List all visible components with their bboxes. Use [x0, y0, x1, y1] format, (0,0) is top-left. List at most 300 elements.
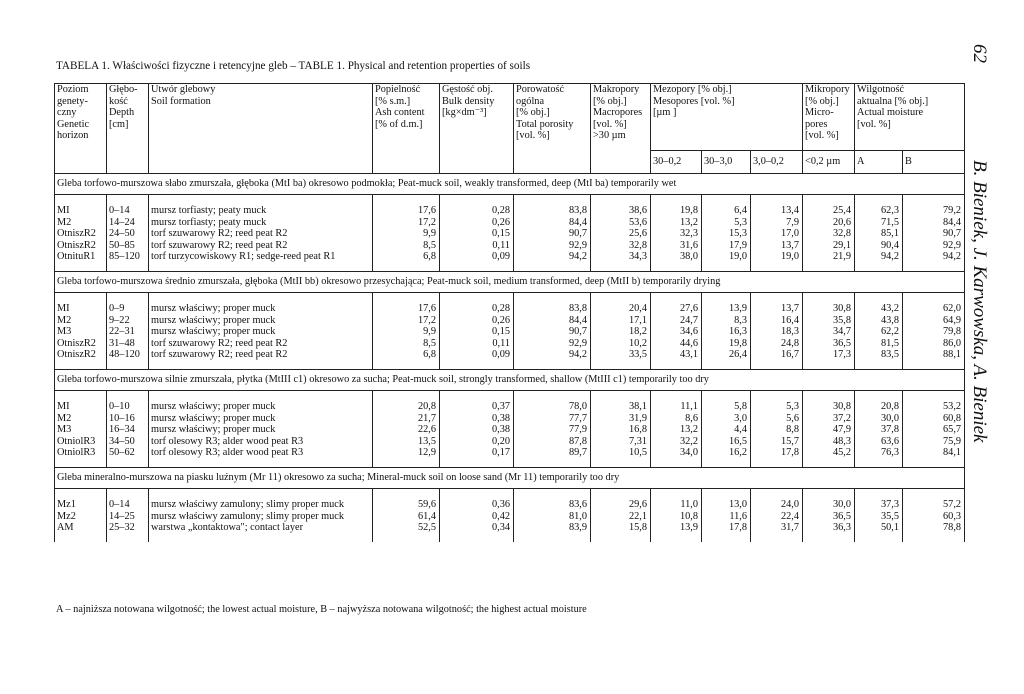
header-macropores	[591, 84, 651, 174]
header-line: Poziom	[57, 84, 89, 95]
header-ash	[373, 84, 440, 174]
header-micropores	[803, 84, 855, 151]
spacer-cell	[440, 195, 514, 206]
header-line: [vol. %]	[593, 118, 627, 130]
table-row	[55, 326, 965, 338]
spacer-cell	[702, 195, 751, 206]
spacer-cell	[514, 488, 591, 499]
table-cell: 8,6	[651, 413, 702, 425]
table-cell: 19,8	[702, 338, 751, 350]
table-cell: 92,9	[903, 240, 965, 252]
table-cell: 50–85	[107, 240, 149, 252]
table-cell: 20,4	[591, 303, 651, 315]
spacer-cell	[107, 361, 149, 370]
header-density	[440, 84, 514, 174]
spacer-cell	[107, 488, 149, 499]
header-line: Mesopores [vol. %]	[653, 95, 735, 107]
table-cell: 86,0	[903, 338, 965, 350]
table-cell: 13,9	[651, 522, 702, 534]
header-porosity	[514, 84, 591, 174]
page-number: 62	[969, 44, 990, 63]
section-title: Gleba torfowo-murszowa silnie zmurszała, płytka (MtIII c1) okresowo za sucha; Peat-muck soil, strongly transformed, shallow (MtIII c1) temporarily too dry	[55, 369, 965, 390]
table-cell: 19,8	[651, 205, 702, 217]
spacer-cell	[751, 390, 803, 401]
spacer-cell	[149, 195, 373, 206]
table-cell: 30,8	[803, 303, 855, 315]
section-title: Gleba torfowo-murszowa średnio zmurszała, głęboka (MtII bb) okresowo przesychająca; Peat-muck soil, medium transformed, deep (MtII b) temporarily drying	[55, 271, 965, 292]
table-cell: 0,09	[440, 251, 514, 263]
table-cell: 17,9	[702, 240, 751, 252]
table-row	[55, 205, 965, 217]
table-cell: 48,3	[803, 436, 855, 448]
section-rows	[55, 390, 965, 467]
table-cell: OtniszR2	[55, 338, 107, 350]
table-cell: 7,31	[591, 436, 651, 448]
header-line: Bulk density	[442, 95, 495, 107]
table-cell: 25–32	[107, 522, 149, 534]
table-cell: 0,28	[440, 205, 514, 217]
header-line: Makropory	[593, 84, 640, 95]
table-cell: 20,8	[373, 401, 440, 413]
table-cell: 63,6	[855, 436, 903, 448]
table-cell: 18,2	[591, 326, 651, 338]
spacer-cell	[651, 390, 702, 401]
spacer-cell	[855, 195, 903, 206]
table-cell: 0–14	[107, 499, 149, 511]
table-cell: 13,5	[373, 436, 440, 448]
table-cell: 37,8	[855, 424, 903, 436]
header-line: [kg×dm⁻³]	[442, 107, 487, 119]
header-line: Ash content	[375, 107, 425, 119]
table-cell: 0,11	[440, 338, 514, 350]
spacer-cell	[440, 459, 514, 468]
table-cell: 0,11	[440, 240, 514, 252]
table-cell: 29,1	[803, 240, 855, 252]
table-cell: 53,2	[903, 401, 965, 413]
spacer-cell	[651, 459, 702, 468]
table-cell: 33,5	[591, 349, 651, 361]
spacer-cell	[55, 534, 107, 542]
table-cell: 92,9	[514, 338, 591, 350]
table-cell: 81,0	[514, 511, 591, 523]
spacer-cell	[803, 459, 855, 468]
table-cell: 60,3	[903, 511, 965, 523]
table-cell: 0,36	[440, 499, 514, 511]
table-row	[55, 401, 965, 413]
table-cell: 84,4	[514, 217, 591, 229]
table-cell: OtnituR1	[55, 251, 107, 263]
table-cell: 34–50	[107, 436, 149, 448]
table-cell: 53,6	[591, 217, 651, 229]
table-cell: 13,2	[651, 217, 702, 229]
table-cell: 48–120	[107, 349, 149, 361]
table-cell: 0,26	[440, 315, 514, 327]
table-cell: 77,9	[514, 424, 591, 436]
spacer-cell	[651, 361, 702, 370]
table-row	[55, 424, 965, 436]
table-cell: 0,09	[440, 349, 514, 361]
table-cell: 90,7	[903, 228, 965, 240]
table-row	[55, 251, 965, 263]
spacer-cell	[440, 292, 514, 303]
spacer-cell	[591, 361, 651, 370]
table-row	[55, 338, 965, 350]
header-line: [vol. %]	[516, 130, 550, 142]
table-cell: 26,4	[702, 349, 751, 361]
sub-header: 30–3,0	[702, 151, 751, 174]
spacer-cell	[514, 534, 591, 542]
spacer-cell	[440, 361, 514, 370]
section-heading	[55, 271, 965, 292]
sub-header: B	[903, 151, 965, 174]
table-row	[55, 511, 965, 523]
spacer-cell	[803, 361, 855, 370]
table-cell: MI	[55, 401, 107, 413]
spacer-cell	[373, 488, 440, 499]
spacer-cell	[149, 292, 373, 303]
table-cell: 25,6	[591, 228, 651, 240]
spacer-cell	[107, 292, 149, 303]
spacer-cell	[751, 534, 803, 542]
table-cell: 47,9	[803, 424, 855, 436]
table-cell: 43,2	[855, 303, 903, 315]
table-cell: 24–50	[107, 228, 149, 240]
table-cell: 30,0	[855, 413, 903, 425]
table-cell: 0–14	[107, 205, 149, 217]
header-line: Micro-	[805, 107, 834, 119]
table-cell: 24,7	[651, 315, 702, 327]
table-cell: OtniszR2	[55, 240, 107, 252]
table-cell: 34,0	[651, 447, 702, 459]
header-moisture	[855, 84, 965, 151]
table-cell: 0,20	[440, 436, 514, 448]
table-cell: OtniszR2	[55, 349, 107, 361]
spacer-cell	[55, 459, 107, 468]
table-cell: 31,6	[651, 240, 702, 252]
table-cell: 15,8	[591, 522, 651, 534]
table-cell: 11,6	[702, 511, 751, 523]
section-title: Gleba torfowo-murszowa słabo zmurszała, głęboka (MtI ba) okresowo podmokła; Peat-muck soil, weakly transformed, deep (MtI ba) temporarily wet	[55, 174, 965, 195]
table-cell: 37,3	[855, 499, 903, 511]
section-heading	[55, 174, 965, 195]
sub-header: <0,2 µm	[803, 151, 855, 174]
table-cell: 16,7	[751, 349, 803, 361]
spacer-cell	[702, 534, 751, 542]
spacer-cell	[591, 195, 651, 206]
table-cell: 32,3	[651, 228, 702, 240]
spacer-cell	[903, 459, 965, 468]
table-cell: 8,5	[373, 240, 440, 252]
running-head: B. Bieniek, J. Karwowska, A. Bieniek	[969, 160, 990, 443]
table-cell: 85,1	[855, 228, 903, 240]
spacer-cell	[440, 263, 514, 272]
spacer-cell	[514, 361, 591, 370]
table-cell: 4,4	[702, 424, 751, 436]
table-cell: 52,5	[373, 522, 440, 534]
spacer-cell	[702, 390, 751, 401]
spacer-cell	[702, 292, 751, 303]
header-line: ogólna	[516, 95, 545, 107]
table-cell: 83,5	[855, 349, 903, 361]
header-formation	[149, 84, 373, 174]
table-cell: 12,9	[373, 447, 440, 459]
spacer-cell	[514, 459, 591, 468]
table-cell: Mz2	[55, 511, 107, 523]
spacer-cell	[107, 195, 149, 206]
table-cell: 13,4	[751, 205, 803, 217]
table-cell: 17,2	[373, 217, 440, 229]
table-cell: 24,8	[751, 338, 803, 350]
header-line: [% obj.]	[516, 107, 550, 119]
spacer-cell	[107, 263, 149, 272]
header-line: [% of d.m.]	[375, 118, 423, 130]
table-cell: 9,9	[373, 326, 440, 338]
table-cell: 36,5	[803, 511, 855, 523]
spacer-cell	[440, 534, 514, 542]
header-line: [µm ]	[653, 107, 677, 119]
table-cell: 19,0	[702, 251, 751, 263]
table-cell: mursz właściwy; proper muck	[149, 326, 373, 338]
table-cell: M2	[55, 217, 107, 229]
section-heading	[55, 467, 965, 488]
table-cell: torf olesowy R3; alder wood peat R3	[149, 447, 373, 459]
spacer-cell	[855, 534, 903, 542]
header-line: Utwór glebowy	[151, 84, 216, 95]
table-row	[55, 499, 965, 511]
table-cell: 34,7	[803, 326, 855, 338]
spacer-cell	[751, 292, 803, 303]
table-cell: 13,2	[651, 424, 702, 436]
table-cell: 0,42	[440, 511, 514, 523]
table-cell: 10,8	[651, 511, 702, 523]
table-cell: 43,8	[855, 315, 903, 327]
table-cell: 10,5	[591, 447, 651, 459]
spacer-cell	[803, 534, 855, 542]
table-cell: 83,6	[514, 499, 591, 511]
header-line: Wilgotność	[857, 84, 905, 95]
spacer-cell	[903, 292, 965, 303]
table-cell: 94,2	[855, 251, 903, 263]
table-cell: 8,8	[751, 424, 803, 436]
table-cell: 38,0	[651, 251, 702, 263]
table-cell: 13,0	[702, 499, 751, 511]
table-cell: 5,3	[751, 401, 803, 413]
table-cell: M2	[55, 413, 107, 425]
spacer-cell	[591, 292, 651, 303]
table-cell: AM	[55, 522, 107, 534]
table-cell: 17,8	[702, 522, 751, 534]
table-cell: 88,1	[903, 349, 965, 361]
table-cell: 35,5	[855, 511, 903, 523]
table-cell: 14–25	[107, 511, 149, 523]
section-heading	[55, 369, 965, 390]
spacer-cell	[651, 534, 702, 542]
header-line: Mezopory [% obj.]	[653, 84, 732, 95]
header-line: Mikropory	[805, 84, 850, 95]
table-cell: 32,8	[803, 228, 855, 240]
spacer-cell	[55, 488, 107, 499]
table-row	[55, 349, 965, 361]
table-cell: 90,4	[855, 240, 903, 252]
spacer-cell	[591, 488, 651, 499]
table-cell: 50–62	[107, 447, 149, 459]
table-cell: 89,7	[514, 447, 591, 459]
table-cell: 6,4	[702, 205, 751, 217]
table-cell: 32,2	[651, 436, 702, 448]
table-cell: 11,1	[651, 401, 702, 413]
table-cell: MI	[55, 303, 107, 315]
spacer-cell	[903, 488, 965, 499]
table-cell: 24,0	[751, 499, 803, 511]
table-cell: MI	[55, 205, 107, 217]
table-cell: 0,37	[440, 401, 514, 413]
header-line: [% obj.]	[593, 95, 627, 107]
header-line: genety-	[57, 95, 88, 107]
section-rows	[55, 488, 965, 541]
table-cell: 31–48	[107, 338, 149, 350]
table-cell: 78,0	[514, 401, 591, 413]
spacer-cell	[651, 195, 702, 206]
table-cell: 35,8	[803, 315, 855, 327]
spacer-cell	[903, 361, 965, 370]
table-cell: 60,8	[903, 413, 965, 425]
table-cell: 6,8	[373, 349, 440, 361]
spacer-cell	[651, 488, 702, 499]
table-cell: 76,3	[855, 447, 903, 459]
spacer-cell	[803, 195, 855, 206]
table-cell: 34,3	[591, 251, 651, 263]
spacer-cell	[373, 534, 440, 542]
table-cell: M2	[55, 315, 107, 327]
table-cell: 17,8	[751, 447, 803, 459]
table-cell: mursz torfiasty; peaty muck	[149, 205, 373, 217]
spacer-cell	[751, 488, 803, 499]
table-cell: 20,6	[803, 217, 855, 229]
table-cell: 20,8	[855, 401, 903, 413]
spacer-cell	[440, 390, 514, 401]
table-cell: 36,5	[803, 338, 855, 350]
table-cell: 0,26	[440, 217, 514, 229]
table-cell: 84,4	[903, 217, 965, 229]
table-row	[55, 436, 965, 448]
table-cell: 16,5	[702, 436, 751, 448]
spacer-cell	[903, 534, 965, 542]
spacer-cell	[373, 292, 440, 303]
table-cell: OtniszR2	[55, 228, 107, 240]
header-line: Gęstość obj.	[442, 84, 493, 95]
spacer-cell	[373, 361, 440, 370]
table-cell: 9,9	[373, 228, 440, 240]
spacer-cell	[149, 390, 373, 401]
spacer-cell	[702, 459, 751, 468]
table-footnote: A – najniższa notowana wilgotność; the lowest actual moisture, B – najwyższa notowana wilgotność; the highest actual moisture	[56, 604, 587, 615]
spacer-cell	[702, 361, 751, 370]
table-cell: 44,6	[651, 338, 702, 350]
spacer-cell	[373, 459, 440, 468]
spacer-cell	[903, 263, 965, 272]
spacer-cell	[514, 292, 591, 303]
header-line: Depth	[109, 107, 135, 119]
table-cell: 13,7	[751, 240, 803, 252]
header-line: Genetic	[57, 118, 90, 130]
table-cell: 38,1	[591, 401, 651, 413]
header-line: aktualna [% obj.]	[857, 95, 929, 107]
spacer-cell	[55, 195, 107, 206]
table-cell: 7,9	[751, 217, 803, 229]
spacer-cell	[149, 534, 373, 542]
table-cell: 8,5	[373, 338, 440, 350]
table-cell: 92,9	[514, 240, 591, 252]
spacer-cell	[855, 292, 903, 303]
table-cell: 9–22	[107, 315, 149, 327]
table-cell: 17,6	[373, 205, 440, 217]
sub-header: 3,0–0,2	[751, 151, 803, 174]
table-cell: 5,6	[751, 413, 803, 425]
header-depth	[107, 84, 149, 174]
spacer-cell	[855, 361, 903, 370]
table-cell: 62,0	[903, 303, 965, 315]
table-cell: 21,7	[373, 413, 440, 425]
table-cell: 71,5	[855, 217, 903, 229]
table-row	[55, 303, 965, 315]
table-cell: 16,8	[591, 424, 651, 436]
section-rows	[55, 292, 965, 369]
table-cell: 84,1	[903, 447, 965, 459]
spacer-cell	[803, 390, 855, 401]
table-cell: 79,8	[903, 326, 965, 338]
table-cell: mursz torfiasty; peaty muck	[149, 217, 373, 229]
table-cell: 18,3	[751, 326, 803, 338]
table-cell: 34,6	[651, 326, 702, 338]
spacer-cell	[855, 390, 903, 401]
table-cell: torf szuwarowy R2; reed peat R2	[149, 338, 373, 350]
table-cell: 57,2	[903, 499, 965, 511]
header-line: horizon	[57, 130, 89, 142]
header-line: [vol. %]	[805, 130, 839, 142]
table-row	[55, 413, 965, 425]
table-cell: 64,9	[903, 315, 965, 327]
table-cell: mursz właściwy; proper muck	[149, 413, 373, 425]
spacer-cell	[440, 488, 514, 499]
spacer-cell	[702, 263, 751, 272]
spacer-cell	[514, 195, 591, 206]
header-line: [cm]	[109, 118, 129, 130]
table-cell: 0–9	[107, 303, 149, 315]
table-cell: 62,3	[855, 205, 903, 217]
table-cell: 6,8	[373, 251, 440, 263]
table-cell: 37,2	[803, 413, 855, 425]
header-line: Actual moisture	[857, 107, 924, 119]
header-line: [% s.m.]	[375, 95, 411, 107]
table-cell: 14–24	[107, 217, 149, 229]
table-cell: 10,2	[591, 338, 651, 350]
table-cell: 16,3	[702, 326, 751, 338]
spacer-cell	[149, 488, 373, 499]
spacer-cell	[107, 390, 149, 401]
section-rows	[55, 195, 965, 272]
table-cell: mursz właściwy zamulony; slimy proper muck	[149, 511, 373, 523]
spacer-cell	[751, 361, 803, 370]
spacer-cell	[751, 195, 803, 206]
spacer-cell	[107, 459, 149, 468]
table-cell: 0,38	[440, 413, 514, 425]
table-cell: OtniolR3	[55, 436, 107, 448]
table-cell: Mz1	[55, 499, 107, 511]
table-cell: 31,7	[751, 522, 803, 534]
table-caption: TABELA 1. Właściwości fizyczne i retencyjne gleb – TABLE 1. Physical and retention properties of soils	[56, 60, 531, 72]
table-cell: 50,1	[855, 522, 903, 534]
table-cell: 45,2	[803, 447, 855, 459]
